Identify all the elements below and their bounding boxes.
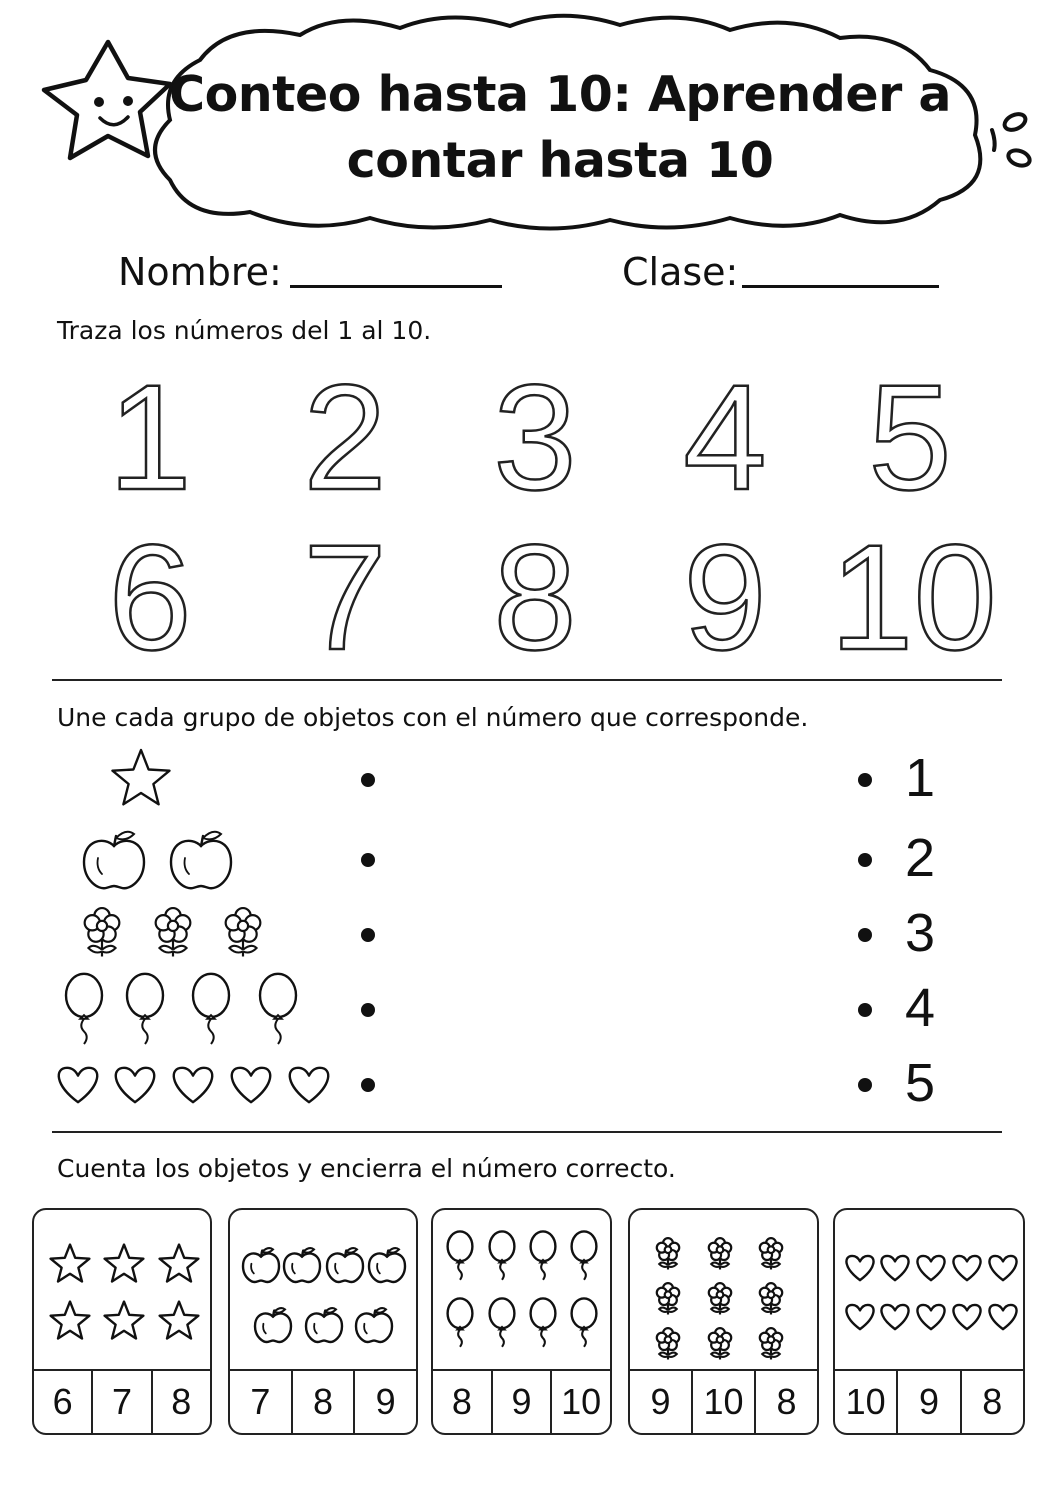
match-dot-left[interactable] [361, 773, 375, 787]
match-dot-left[interactable] [361, 928, 375, 942]
star-icon [105, 1302, 144, 1339]
answer-option[interactable]: 6 [52, 1381, 73, 1422]
card-objects [34, 1210, 212, 1375]
answer-option[interactable]: 8 [960, 1371, 1023, 1433]
trace-number[interactable]: 9 [683, 513, 767, 681]
heart-icon [232, 1068, 270, 1102]
star-icon [160, 1302, 199, 1339]
answer-option[interactable]: 10 [691, 1371, 754, 1433]
heart-icon [846, 1256, 873, 1280]
flower-icon [657, 1283, 679, 1314]
apple-icon [306, 1308, 342, 1342]
apple-icon [356, 1308, 392, 1342]
balloon-icon [448, 1231, 473, 1279]
balloon-icon [572, 1231, 597, 1279]
flower-icon [156, 908, 191, 956]
balloon-icon [490, 1231, 515, 1279]
answer-option[interactable]: 9 [353, 1371, 416, 1433]
flower-icon [760, 1238, 782, 1269]
flower-icon [85, 908, 120, 956]
trace-number[interactable]: 8 [493, 513, 577, 681]
balloon-icon [127, 974, 163, 1044]
heart-icon [953, 1256, 980, 1280]
heart-icon [881, 1305, 908, 1329]
heart-icon [989, 1305, 1016, 1329]
answer-options [630, 1369, 817, 1433]
flower-icon [657, 1238, 679, 1269]
heart-icon [174, 1068, 212, 1102]
heart-icon [290, 1068, 328, 1102]
apple-icon [84, 832, 144, 889]
flower-icon [760, 1328, 782, 1359]
answer-option[interactable]: 7 [250, 1381, 271, 1422]
balloon-icon [572, 1298, 597, 1346]
heart-icon [953, 1305, 980, 1329]
star-icon [160, 1245, 199, 1282]
answer-option[interactable]: 10 [550, 1371, 610, 1433]
heart-icon [116, 1068, 154, 1102]
match-dot-left[interactable] [361, 853, 375, 867]
divider [52, 1131, 1002, 1133]
splash-marks [992, 111, 1032, 168]
trace-number[interactable]: 7 [303, 513, 387, 681]
star-icon [51, 1302, 90, 1339]
balloon-icon [531, 1298, 556, 1346]
trace-number[interactable]: 5 [868, 353, 952, 521]
counting-card [32, 1208, 212, 1435]
answer-option[interactable]: 8 [291, 1371, 354, 1433]
answer-options [433, 1369, 610, 1433]
answer-option[interactable]: 9 [896, 1371, 959, 1433]
heart-icon [881, 1256, 908, 1280]
match-dot-right[interactable] [858, 928, 872, 942]
answer-option[interactable]: 8 [754, 1371, 817, 1433]
heart-icon [917, 1305, 944, 1329]
flower-icon [657, 1328, 679, 1359]
trace-number[interactable]: 4 [683, 353, 767, 521]
section1-instruction: Traza los números del 1 al 10. [57, 316, 432, 345]
match-dot-right[interactable] [858, 773, 872, 787]
page-title: Conteo hasta 10: Aprender a contar hasta 10 [169, 66, 951, 189]
answer-options [230, 1369, 416, 1433]
divider [52, 679, 1002, 681]
answer-option[interactable]: 9 [650, 1381, 671, 1422]
match-number: 5 [905, 1053, 936, 1113]
heart-icon [917, 1256, 944, 1280]
match-number: 4 [905, 978, 936, 1038]
heart-icon [59, 1068, 97, 1102]
counting-card [228, 1208, 418, 1435]
match-number: 1 [905, 748, 936, 808]
balloon-icon [448, 1298, 473, 1346]
heart-icon [989, 1256, 1016, 1280]
star-icon [113, 750, 170, 804]
balloon-icon [531, 1231, 556, 1279]
flower-icon [709, 1328, 731, 1359]
answer-option[interactable]: 10 [845, 1381, 886, 1422]
counting-card [431, 1208, 612, 1435]
section3-instruction: Cuenta los objetos y encierra el número correcto. [57, 1154, 676, 1183]
counting-card [628, 1208, 819, 1435]
trace-number[interactable]: 10 [830, 513, 997, 681]
match-dot-left[interactable] [361, 1003, 375, 1017]
flower-icon [226, 908, 261, 956]
trace-number[interactable]: 1 [108, 353, 192, 521]
match-dot-right[interactable] [858, 853, 872, 867]
star-icon [51, 1245, 90, 1282]
answer-options [835, 1369, 1023, 1433]
match-dot-right[interactable] [858, 1003, 872, 1017]
answer-option[interactable]: 9 [491, 1371, 551, 1433]
match-number: 2 [905, 828, 936, 888]
card-objects [433, 1210, 612, 1375]
object-groups [0, 740, 1055, 1130]
trace-number[interactable]: 3 [493, 353, 577, 521]
name-label: Nombre: [118, 250, 282, 294]
apple-icon [369, 1248, 405, 1282]
class-field[interactable] [742, 285, 939, 288]
balloon-icon [66, 974, 102, 1044]
apple-icon [255, 1308, 291, 1342]
apple-icon [243, 1248, 279, 1282]
answer-option[interactable]: 7 [91, 1371, 150, 1433]
match-number: 3 [905, 903, 936, 963]
card-objects [230, 1210, 418, 1375]
answer-options [34, 1369, 210, 1433]
answer-option[interactable]: 8 [151, 1371, 210, 1433]
match-dot-left[interactable] [361, 1078, 375, 1092]
class-label: Clase: [622, 250, 739, 294]
star-face-icon [44, 42, 170, 158]
apple-icon [327, 1248, 363, 1282]
apple-icon [284, 1248, 320, 1282]
flower-icon [760, 1283, 782, 1314]
trace-number[interactable]: 2 [303, 353, 387, 521]
section2-instruction: Une cada grupo de objetos con el número que corresponde. [57, 703, 809, 732]
flower-icon [709, 1238, 731, 1269]
balloon-icon [193, 974, 229, 1044]
apple-icon [171, 832, 231, 889]
card-objects [630, 1210, 819, 1375]
star-icon [105, 1245, 144, 1282]
name-field[interactable] [290, 285, 502, 288]
heart-icon [846, 1305, 873, 1329]
answer-option[interactable]: 8 [451, 1381, 472, 1422]
trace-number[interactable]: 6 [108, 513, 192, 681]
balloon-icon [490, 1298, 515, 1346]
card-objects [835, 1210, 1025, 1375]
flower-icon [709, 1283, 731, 1314]
counting-card [833, 1208, 1025, 1435]
match-dot-right[interactable] [858, 1078, 872, 1092]
balloon-icon [260, 974, 296, 1044]
